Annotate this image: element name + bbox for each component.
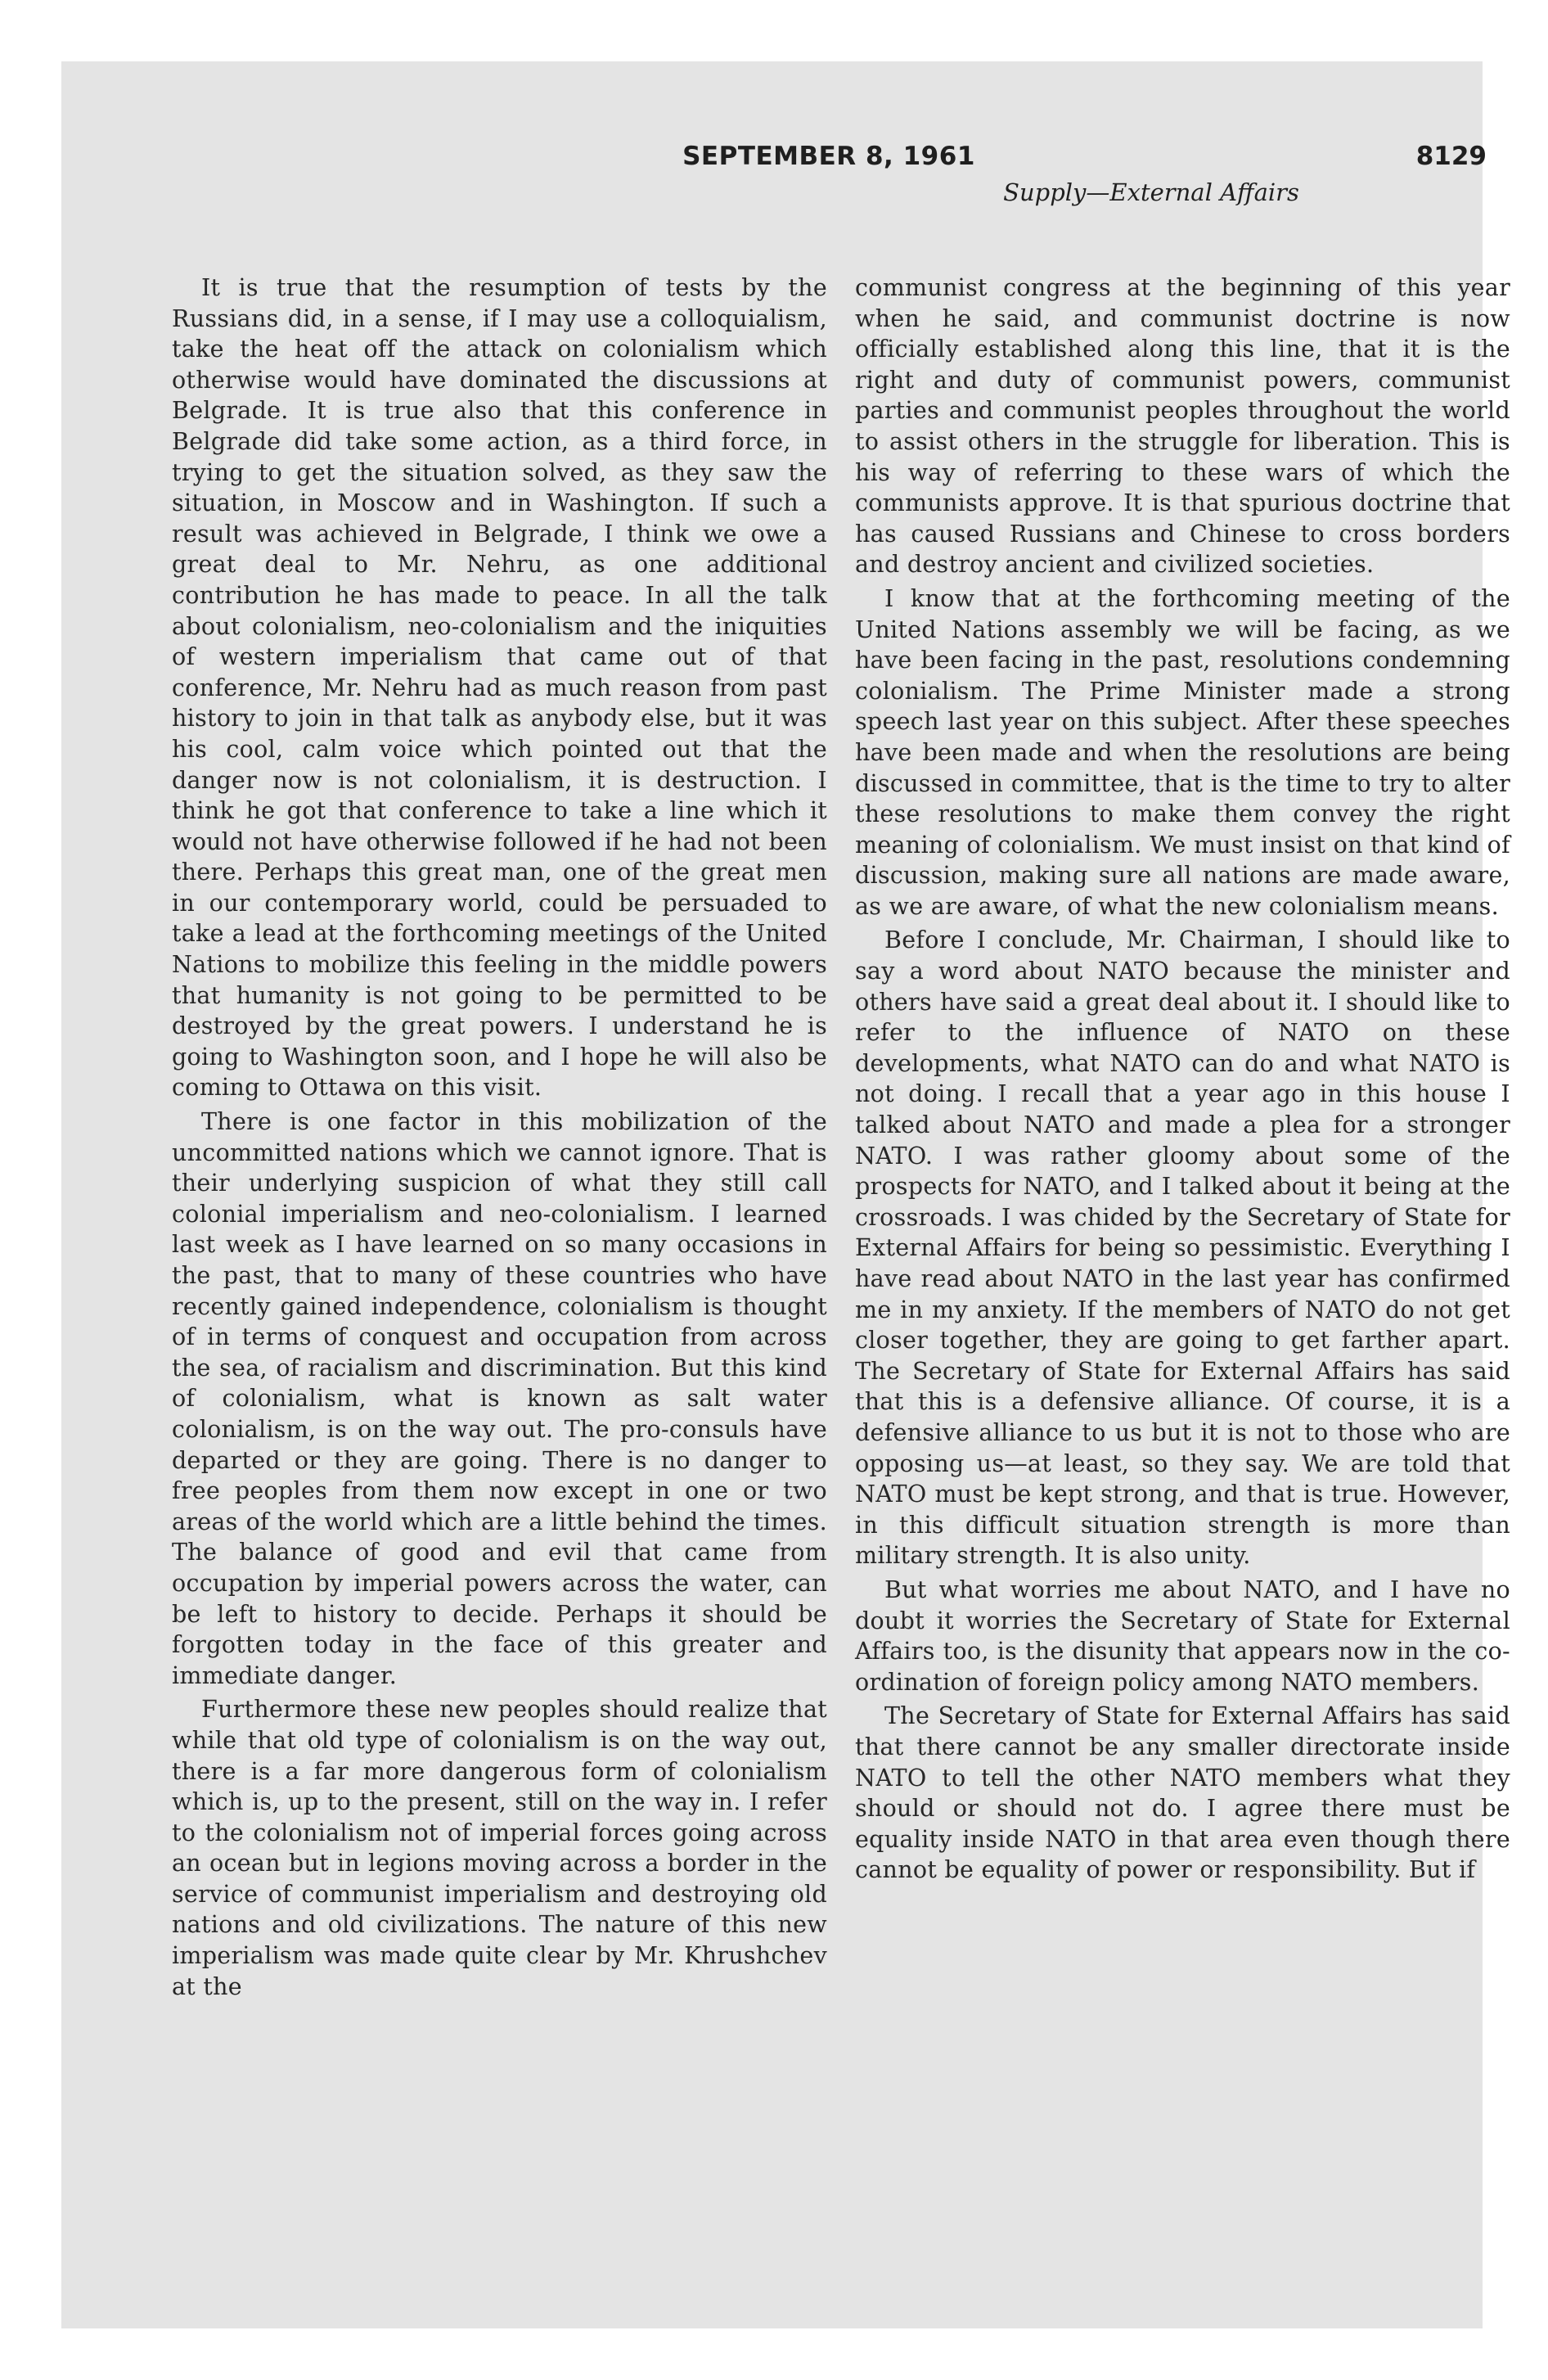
paragraph-continued: communist congress at the beginning of this year when he said, and communist doctrine is now officially established along this line, that it is the right and duty of communist powers, communist parties and communist peoples throughout the world to assist others in the struggle for liberation. This is his way of referring to these wars of which the communists approve. It is that spurious doctrine that has caused Russians and Chinese to cross borders and destroy ancient and civilized societies.	[855, 274, 1510, 579]
paragraph: It is true that the resumption of tests by the Russians did, in a sense, if I may use a colloquialism, take the heat off the attack on colonialism which otherwise would have dominated the discussions at Belgrade. It is true also that this conference in Belgrade did take some action, as a third force, in trying to get the situation solved, as they saw the situation, in Moscow and in Washington. If such a result was achieved in Belgrade, I think we owe a great deal to Mr. Nehru, as one additional contribution he has made to peace. In all the talk about colonialism, neo-colonialism and the iniquities of western imperialism that came out of that conference, Mr. Nehru had as much reason from past history to join in that talk as anybody else, but it was his cool, calm voice which pointed out that the danger now is not colonialism, it is destruction. I think he got that conference to take a line which it would not have otherwise followed if he had not been there. Perhaps this great man, one of the great men in our contemporary world, could be persuaded to take a lead at the forthcoming meetings of the United Nations to mobilize this feeling in the middle powers that humanity is not going to be permitted to be destroyed by the great powers. I understand he is going to Washington soon, and I hope he will also be coming to Ottawa on this visit.	[172, 274, 827, 1102]
paragraph: The Secretary of State for External Affairs has said that there cannot be any smaller directorate inside NATO to tell the other NATO members what they should or should not do. I agree there must be equality inside NATO in that area even though there cannot be equality of power or responsibility. But if	[855, 1702, 1510, 1884]
paragraph: Before I conclude, Mr. Chairman, I should like to say a word about NATO because the minister and others have said a great deal about it. I should like to refer to the influence of NATO on these developments, what NATO can do and what NATO is not doing. I recall that a year ago in this house I talked about NATO and made a plea for a stronger NATO. I was rather gloomy about some of the prospects for NATO, and I talked about it being at the crossroads. I was chided by the Secretary of State for External Affairs for being so pessimistic. Everything I have read about NATO in the last year has confirmed me in my anxiety. If the members of NATO do not get closer together, they are going to get farther apart. The Secretary of State for External Affairs has said that this is a defensive alliance. Of course, it is a defensive alliance to us but it is not to those who are opposing us—at least, so they say. We are told that NATO must be kept strong, and that is true. However, in this difficult situation strength is more than military strength. It is also unity.	[855, 926, 1510, 1570]
page-number: 8129	[1415, 142, 1487, 171]
scanned-page	[61, 61, 1510, 2328]
right-column	[855, 273, 1510, 2278]
paragraph: Furthermore these new peoples should realize that while that old type of colonialism is on the way out, there is a far more dangerous form of colonialism which is, up to the present, still on the way in. I refer to the colonialism not of imperial forces going across an ocean but in legions moving across a border in the service of communist imperialism and destroying old nations and old civilizations. The nature of this new imperialism was made quite clear by Mr. Khrushchev at the	[172, 1696, 827, 2000]
paragraph: But what worries me about NATO, and I have no doubt it worries the Secretary of State for External Affairs too, is the disunity that appears now in the co-ordination of foreign policy among NATO members.	[855, 1575, 1510, 1696]
header-date: SEPTEMBER 8, 1961	[682, 142, 975, 171]
paragraph: I know that at the forthcoming meeting of the United Nations assembly we will be facing, as we have been facing in the past, resolutions condemning colonialism. The Prime Minister made a strong speech last year on this subject. After these speeches have been made and when the resolutions are being discussed in committee, that is the time to try to alter these resolutions to make them convey the right meaning of colonialism. We must insist on that kind of discussion, making sure all nations are made aware, as we are aware, of what the new colonialism means.	[855, 584, 1510, 920]
section-title: Supply—External Affairs	[1003, 178, 1299, 206]
paragraph: There is one factor in this mobilization of the uncommitted nations which we cannot ignore. That is their underlying suspicion of what they still call colonial imperialism and neo-colonialism. I learned last week as I have learned on so many occasions in the past, that to many of these countries who have recently gained independence, colonialism is thought of in terms of conquest and occupation from across the sea, of racialism and discrimination. But this kind of colonialism, what is known as salt water colonialism, is on the way out. The pro-consuls have departed or they are going. There is no danger to free peoples from them now except in one or two areas of the world which are a little behind the times. The balance of good and evil that came from occupation by imperial powers across the water, can be left to history to decide. Perhaps it should be forgotten today in the face of this greater and immediate danger.	[172, 1108, 827, 1689]
left-column	[172, 273, 827, 2278]
page-header	[171, 142, 1487, 207]
page-content	[61, 61, 1510, 2328]
